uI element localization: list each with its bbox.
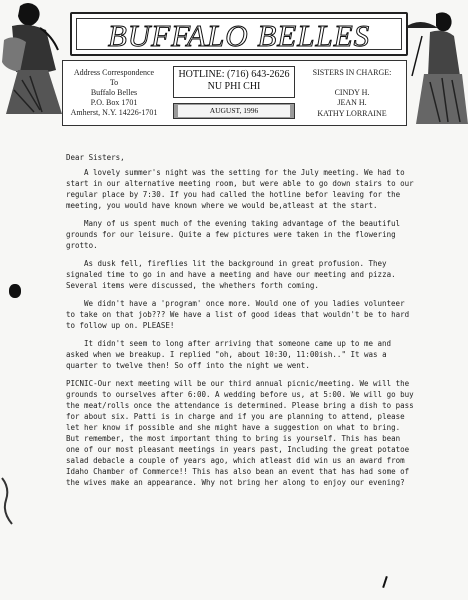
sister-name: KATHY LORRAINE bbox=[317, 108, 387, 118]
sisters-heading: SISTERS IN CHARGE: bbox=[312, 68, 392, 77]
address-line: Address Correspondence bbox=[73, 68, 155, 77]
address-line: Buffalo Belles bbox=[90, 88, 138, 97]
scan-smudge bbox=[0, 476, 16, 526]
picnic-paragraph: PICNIC-Our next meeting will be our third annual picnic/meeting. We will the grounds to ourselves after 6:00. A wedding before us, at 5:00. We will go buy the meat/rolls once the attendance is determined. Please bring a dish to pass for about six. Patti is in charge and if you are planning to attend, please let her know if possible and she might have a suggestion on what to bring. But remember, the most important thing to bring is yourself. This has bean one of our most pleasant meetings in years past, Including the great potatoe salad debacle a couple of years ago, which atleast did win us an award from Idaho Chamber of Commerce!! This has also bean an event that has had some of the wives make an appearance. Why not bring her along to enjoy our evening? bbox=[66, 379, 414, 487]
punch-hole-mark bbox=[9, 284, 21, 298]
sister-name: JEAN H. bbox=[337, 98, 367, 107]
paragraph: It didn't seem to long after arriving that someone came up to me and asked when we breakup. I replied "oh, about 10:30, 11:00ish.." It was a quarter to twelve then! So off into the night we went. bbox=[66, 339, 392, 370]
letter-body bbox=[66, 152, 416, 495]
paragraph: We didn't have a 'program' once more. Would one of you ladies volunteer to take on that job??? We have a list of good ideas that wouldn't be to hard to follow up on. PLEASE! bbox=[66, 299, 410, 330]
address-line: To bbox=[109, 78, 119, 87]
paragraph: Many of us spent much of the evening taking advantage of the beautiful grounds for our leisure. Quite a few pictures were taken in the flowering grotto. bbox=[66, 219, 401, 250]
pen-mark bbox=[382, 576, 388, 588]
paragraph: As dusk fell, fireflies lit the background in great profusion. They signaled time to go in and have a meeting and have our meeting and pizza. Several items were discussed, the whethers forth coming. bbox=[66, 259, 396, 290]
hotline-number: HOTLINE: (716) 643-2626 bbox=[178, 69, 290, 80]
sisters-in-charge bbox=[300, 68, 404, 119]
sister-name: CINDY H. bbox=[334, 87, 370, 97]
woman-illustration-right bbox=[402, 10, 468, 126]
salutation: Dear Sisters, bbox=[66, 153, 125, 162]
address-block bbox=[64, 68, 164, 118]
chapter-name: NU PHI CHI bbox=[207, 81, 261, 92]
hotline-block bbox=[173, 69, 295, 93]
issue-date: AUGUST, 1996 bbox=[178, 105, 290, 117]
address-line: P.O. Box 1701 bbox=[90, 98, 138, 107]
paragraph: A lovely summer's night was the setting for the July meeting. We had to start in our alternative meeting room, but were able to go down stairs to our regular place by 7:30. If you had called the hotline befor leaving for the meeting, you would have known where we would be,atleast at the start. bbox=[66, 168, 414, 210]
masthead-banner bbox=[70, 12, 408, 56]
woman-illustration-left bbox=[0, 0, 66, 118]
masthead-title: BUFFALO BELLES bbox=[107, 18, 371, 53]
address-line: Amherst, N.Y. 14226-1701 bbox=[70, 108, 158, 117]
